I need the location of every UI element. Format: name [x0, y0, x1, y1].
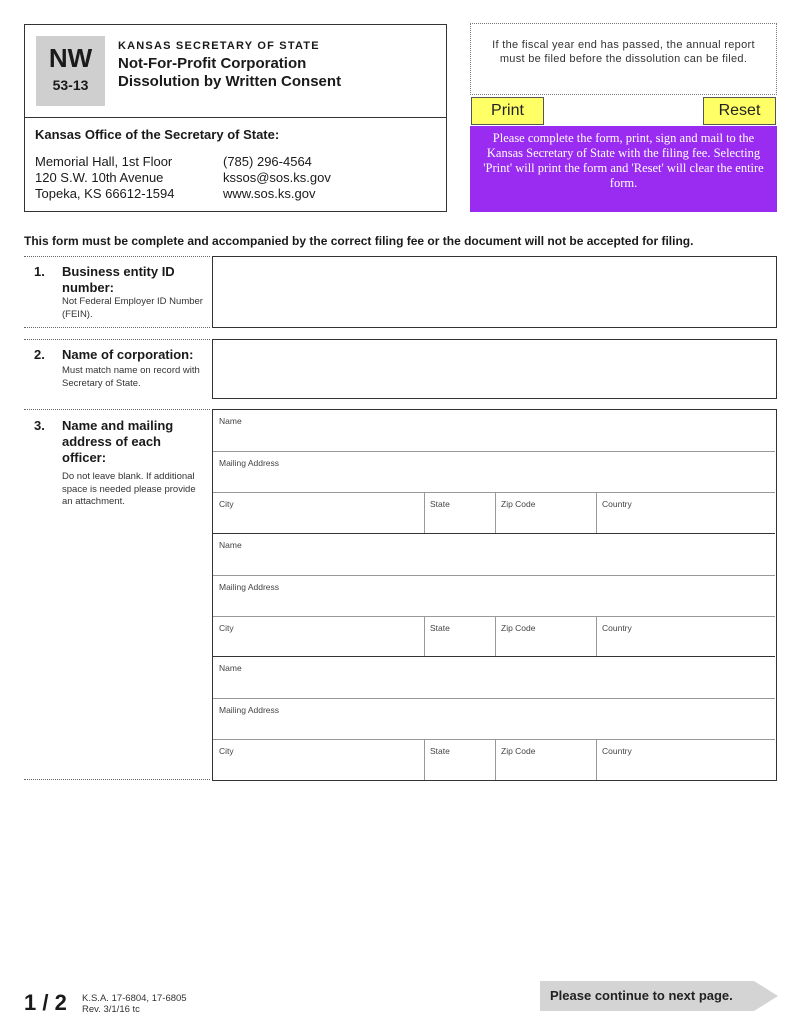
section-help: Must match name on record with Secretary of State. [62, 365, 200, 389]
officer-name-field[interactable] [213, 657, 775, 698]
form-badge [36, 36, 105, 106]
field-label: State [430, 746, 450, 756]
officer-address-field[interactable] [213, 575, 775, 616]
section-title-officers: Name and mailing address of each officer: [62, 418, 174, 465]
officer-name-field[interactable] [213, 410, 775, 451]
officer-address-field[interactable] [213, 698, 775, 739]
statute-citation: K.S.A. 17-6804, 17-6805 [82, 993, 187, 1004]
statute-reference [82, 993, 187, 1015]
revision-date: Rev. 3/1/16 tc [82, 1004, 140, 1015]
continue-label: Please continue to next page. [550, 988, 733, 1003]
header-divider [24, 117, 447, 118]
section-divider [24, 256, 210, 257]
field-label: City [219, 499, 234, 509]
section-number: 1. [34, 264, 45, 279]
form-title-line-2: Dissolution by Written Consent [118, 73, 342, 90]
fiscal-year-notice: If the fiscal year end has passed, the annual report must be filed before the dissolution can be filed. [492, 39, 755, 65]
address-line: 120 S.W. 10th Avenue [35, 170, 164, 185]
field-label: State [430, 499, 450, 509]
cell-divider [424, 616, 425, 657]
section-help: Not Federal Employer ID Number (FEIN). [62, 296, 203, 320]
field-label: Mailing Address [219, 705, 280, 715]
field-label: Zip Code [501, 499, 536, 509]
field-label: State [430, 623, 450, 633]
field-label: Name [219, 540, 242, 550]
section-help: Do not leave blank. If additional space is needed please provide an attachment. [62, 471, 196, 507]
field-label: Country [602, 499, 632, 509]
field-label: Mailing Address [219, 582, 280, 592]
field-label: Zip Code [501, 623, 536, 633]
officer-entry-3 [213, 656, 775, 779]
office-website: www.sos.ks.gov [223, 186, 316, 201]
section-number: 2. [34, 347, 45, 362]
address-line: Topeka, KS 66612-1594 [35, 186, 175, 201]
office-address [35, 154, 220, 202]
cell-divider [495, 739, 496, 780]
officer-entry-2 [213, 533, 775, 656]
field-label: Mailing Address [219, 458, 280, 468]
officers-table [212, 409, 777, 781]
cell-divider [596, 492, 597, 533]
officer-address-field[interactable] [213, 451, 775, 492]
field-label: Name [219, 416, 242, 426]
form-title [118, 55, 438, 91]
cell-divider [596, 739, 597, 780]
field-label: Name [219, 663, 242, 673]
filing-requirement: This form must be complete and accompanied by the correct filing fee or the document will not be accepted for filing. [24, 234, 694, 248]
form-title-line-1: Not-For-Profit Corporation [118, 55, 307, 72]
section-title-corporation-name: Name of corporation: [62, 347, 194, 362]
section-divider [24, 779, 210, 780]
address-line: Memorial Hall, 1st Floor [35, 154, 173, 169]
cell-divider [495, 492, 496, 533]
corporation-name-field[interactable] [212, 339, 777, 399]
cell-divider [596, 616, 597, 657]
instructions-panel: Please complete the form, print, sign and mail to the Kansas Secretary of State with the filing fee. Selecting 'Print' will print the form and 'Reset' will clear the entire form. [470, 126, 777, 212]
section-divider [24, 409, 210, 410]
section-divider [24, 327, 210, 328]
office-contact [223, 154, 423, 202]
officer-location-row[interactable] [213, 616, 775, 657]
office-title: Kansas Office of the Secretary of State: [35, 127, 280, 142]
print-button[interactable]: Print [471, 97, 544, 125]
agency-name: KANSAS SECRETARY OF STATE [118, 40, 320, 52]
cell-divider [495, 616, 496, 657]
field-label: Country [602, 746, 632, 756]
reset-button[interactable]: Reset [703, 97, 776, 125]
field-label: Country [602, 623, 632, 633]
cell-divider [424, 739, 425, 780]
form-number: 53-13 [52, 77, 89, 93]
form-code: NW [48, 43, 93, 73]
field-label: Zip Code [501, 746, 536, 756]
entity-id-field[interactable] [212, 256, 777, 328]
officer-location-row[interactable] [213, 492, 775, 533]
cell-divider [424, 492, 425, 533]
office-phone: (785) 296-4564 [223, 154, 312, 169]
office-email: kssos@sos.ks.gov [223, 170, 331, 185]
officer-name-field[interactable] [213, 534, 775, 575]
officer-location-row[interactable] [213, 739, 775, 780]
section-divider [24, 339, 210, 340]
field-label: City [219, 623, 234, 633]
page-number: 1 / 2 [24, 990, 67, 1015]
field-label: City [219, 746, 234, 756]
officer-entry-1 [213, 410, 775, 533]
section-number: 3. [34, 418, 45, 433]
section-title-entity-id: Business entity ID number: [62, 264, 175, 295]
